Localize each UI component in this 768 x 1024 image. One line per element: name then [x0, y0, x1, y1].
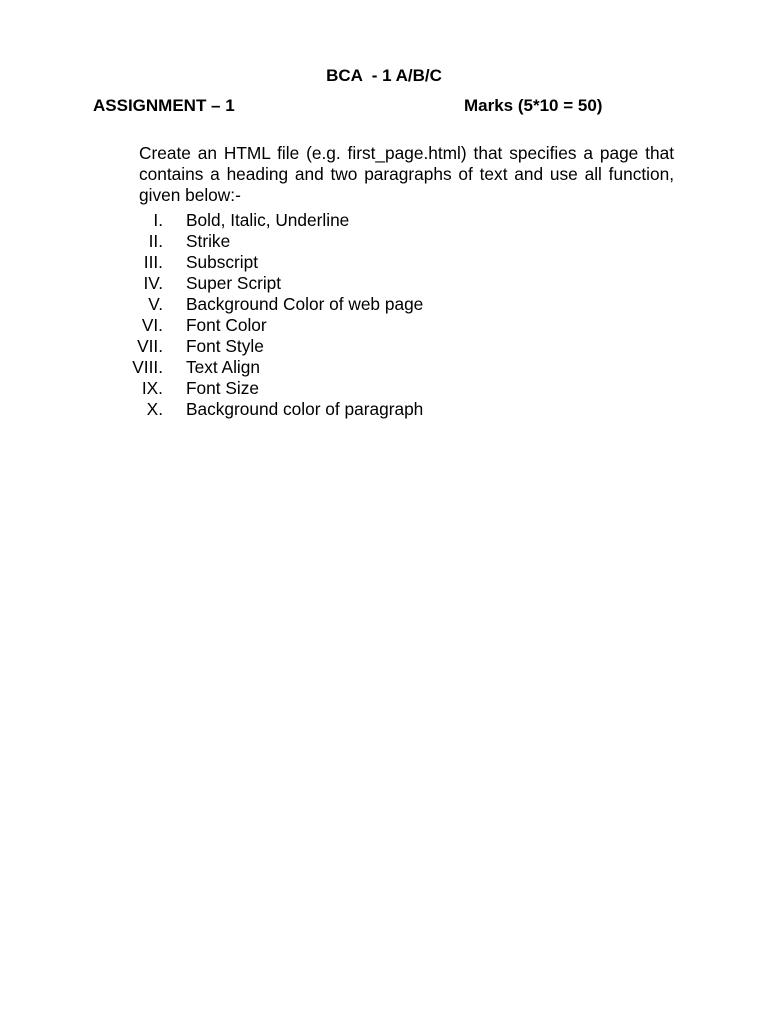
task-item: [100, 252, 600, 273]
task-number: VI.: [141, 315, 163, 335]
assignment-label: ASSIGNMENT – 1: [93, 96, 235, 115]
course-title: BCA - 1 A/B/C: [326, 66, 442, 85]
marks-label: Marks (5*10 = 50): [464, 96, 603, 115]
task-number: II.: [148, 231, 163, 251]
task-text: Super Script: [186, 273, 282, 293]
task-number: V.: [148, 294, 163, 314]
assignment-header: [93, 96, 613, 118]
task-number: X.: [146, 399, 163, 419]
assignment-instructions: Create an HTML file (e.g. first_page.html) that specifies a page that contains a heading and two paragraphs of text and use all function, given below:-: [139, 143, 674, 206]
task-list: [100, 210, 600, 420]
task-item: [100, 231, 600, 252]
task-item: [100, 399, 600, 420]
task-item: [100, 294, 600, 315]
task-item: [100, 357, 600, 378]
task-number: VII.: [137, 336, 163, 356]
task-text: Strike: [186, 231, 231, 251]
task-number: IX.: [141, 378, 163, 398]
task-text: Subscript: [186, 252, 259, 272]
task-item: [100, 273, 600, 294]
task-number: I.: [153, 210, 163, 230]
task-number: III.: [143, 252, 163, 272]
task-text: Background color of paragraph: [186, 399, 424, 419]
task-item: [100, 210, 600, 231]
task-number: VIII.: [132, 357, 163, 377]
task-text: Text Align: [186, 357, 260, 377]
task-text: Font Color: [186, 315, 267, 335]
task-text: Bold, Italic, Underline: [186, 210, 350, 230]
task-number: IV.: [143, 273, 163, 293]
task-text: Font Style: [186, 336, 264, 356]
task-item: [100, 336, 600, 357]
task-text: Background Color of web page: [186, 294, 424, 314]
task-item: [100, 378, 600, 399]
task-text: Font Size: [186, 378, 259, 398]
task-item: [100, 315, 600, 336]
